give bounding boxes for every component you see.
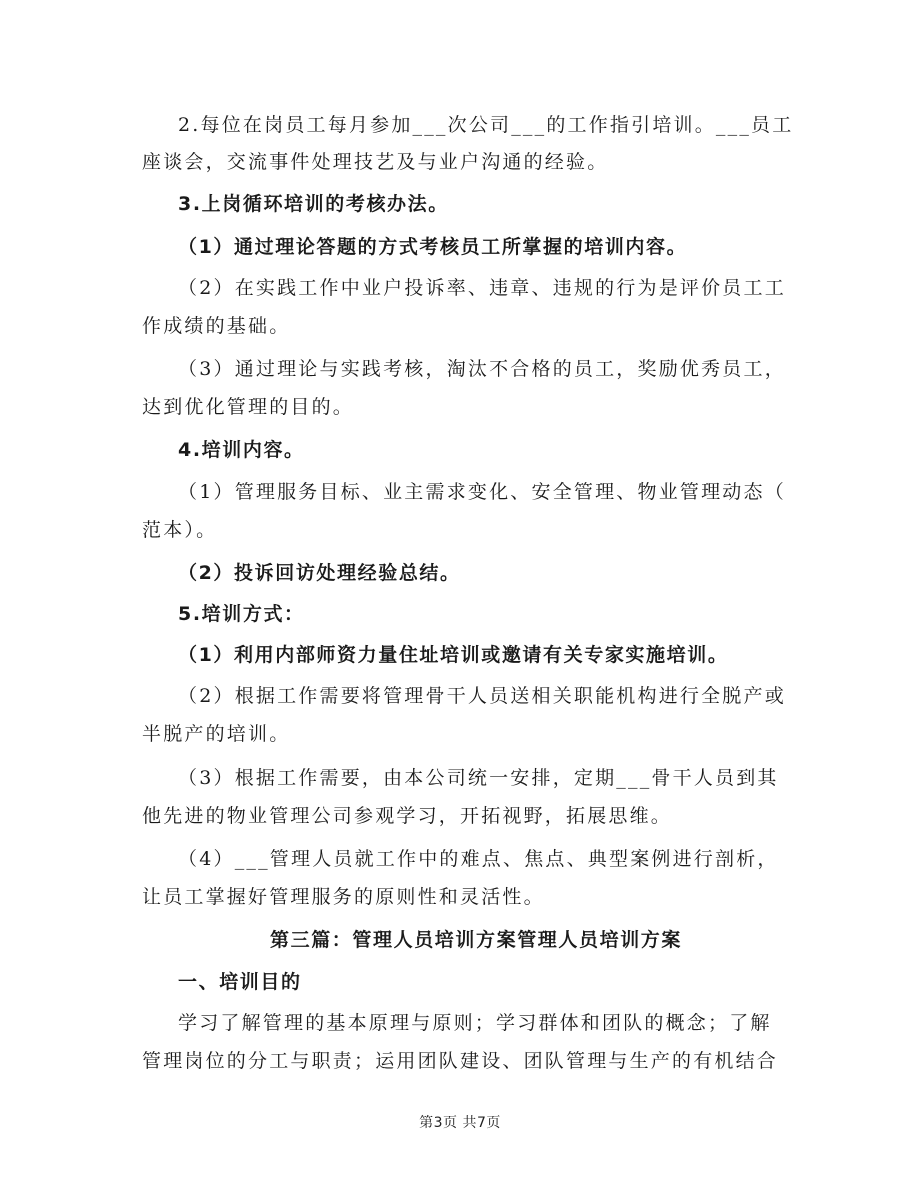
paragraph-line: 达到优化管理的目的。 — [142, 396, 355, 418]
paragraph-line: 座谈会，交流事件处理技艺及与业户沟通的经验。 — [142, 151, 609, 173]
section-heading: 4.培训内容。 — [178, 439, 305, 461]
paragraph-line: （1）通过理论答题的方式考核员工所掌握的培训内容。 — [178, 236, 688, 258]
paragraph-line: 他先进的物业管理公司参观学习，开拓视野，拓展思维。 — [142, 805, 673, 827]
paragraph-line: （2）在实践工作中业户投诉率、违章、违规的行为是评价员工工 — [178, 277, 786, 299]
paragraph-line: （1）利用内部师资力量住址培训或邀请有关专家实施培训。 — [178, 644, 729, 666]
paragraph-line: 管理岗位的分工与职责；运用团队建设、团队管理与生产的有机结合 — [142, 1050, 779, 1072]
section-heading: 3.上岗循环培训的考核办法。 — [178, 193, 449, 215]
section-heading: 一、培训目的 — [178, 971, 302, 993]
paragraph-line: （2）根据工作需要将管理骨干人员送相关职能机构进行全脱产或 — [178, 685, 786, 707]
paragraph-line: 半脱产的培训。 — [142, 723, 291, 745]
paragraph-line: （4）___管理人员就工作中的难点、焦点、典型案例进行剖析， — [178, 848, 779, 870]
paragraph-line: （1）管理服务目标、业主需求变化、安全管理、物业管理动态（ — [178, 481, 786, 503]
paragraph-line: 范本）。 — [142, 519, 218, 541]
paragraph-line: 2.每位在岗员工每月参加___次公司___的工作指引培训。___员工 — [178, 114, 794, 136]
chapter-title: 第三篇：管理人员培训方案管理人员培训方案 — [270, 929, 683, 951]
paragraph-line: （3）根据工作需要，由本公司统一安排，定期___骨干人员到其 — [178, 767, 779, 789]
page-number: 第3页 共7页 — [419, 1115, 501, 1131]
section-heading: 5.培训方式： — [178, 603, 305, 625]
paragraph-line: （2）投诉回访处理经验总结。 — [178, 562, 461, 584]
paragraph-line: （3）通过理论与实践考核，淘汰不合格的员工，奖励优秀员工， — [178, 358, 786, 380]
paragraph-line: 学习了解管理的基本原理与原则；学习群体和团队的概念；了解 — [178, 1012, 772, 1034]
paragraph-line: 让员工掌握好管理服务的原则性和灵活性。 — [142, 886, 545, 908]
paragraph-line: 作成绩的基础。 — [142, 315, 291, 337]
